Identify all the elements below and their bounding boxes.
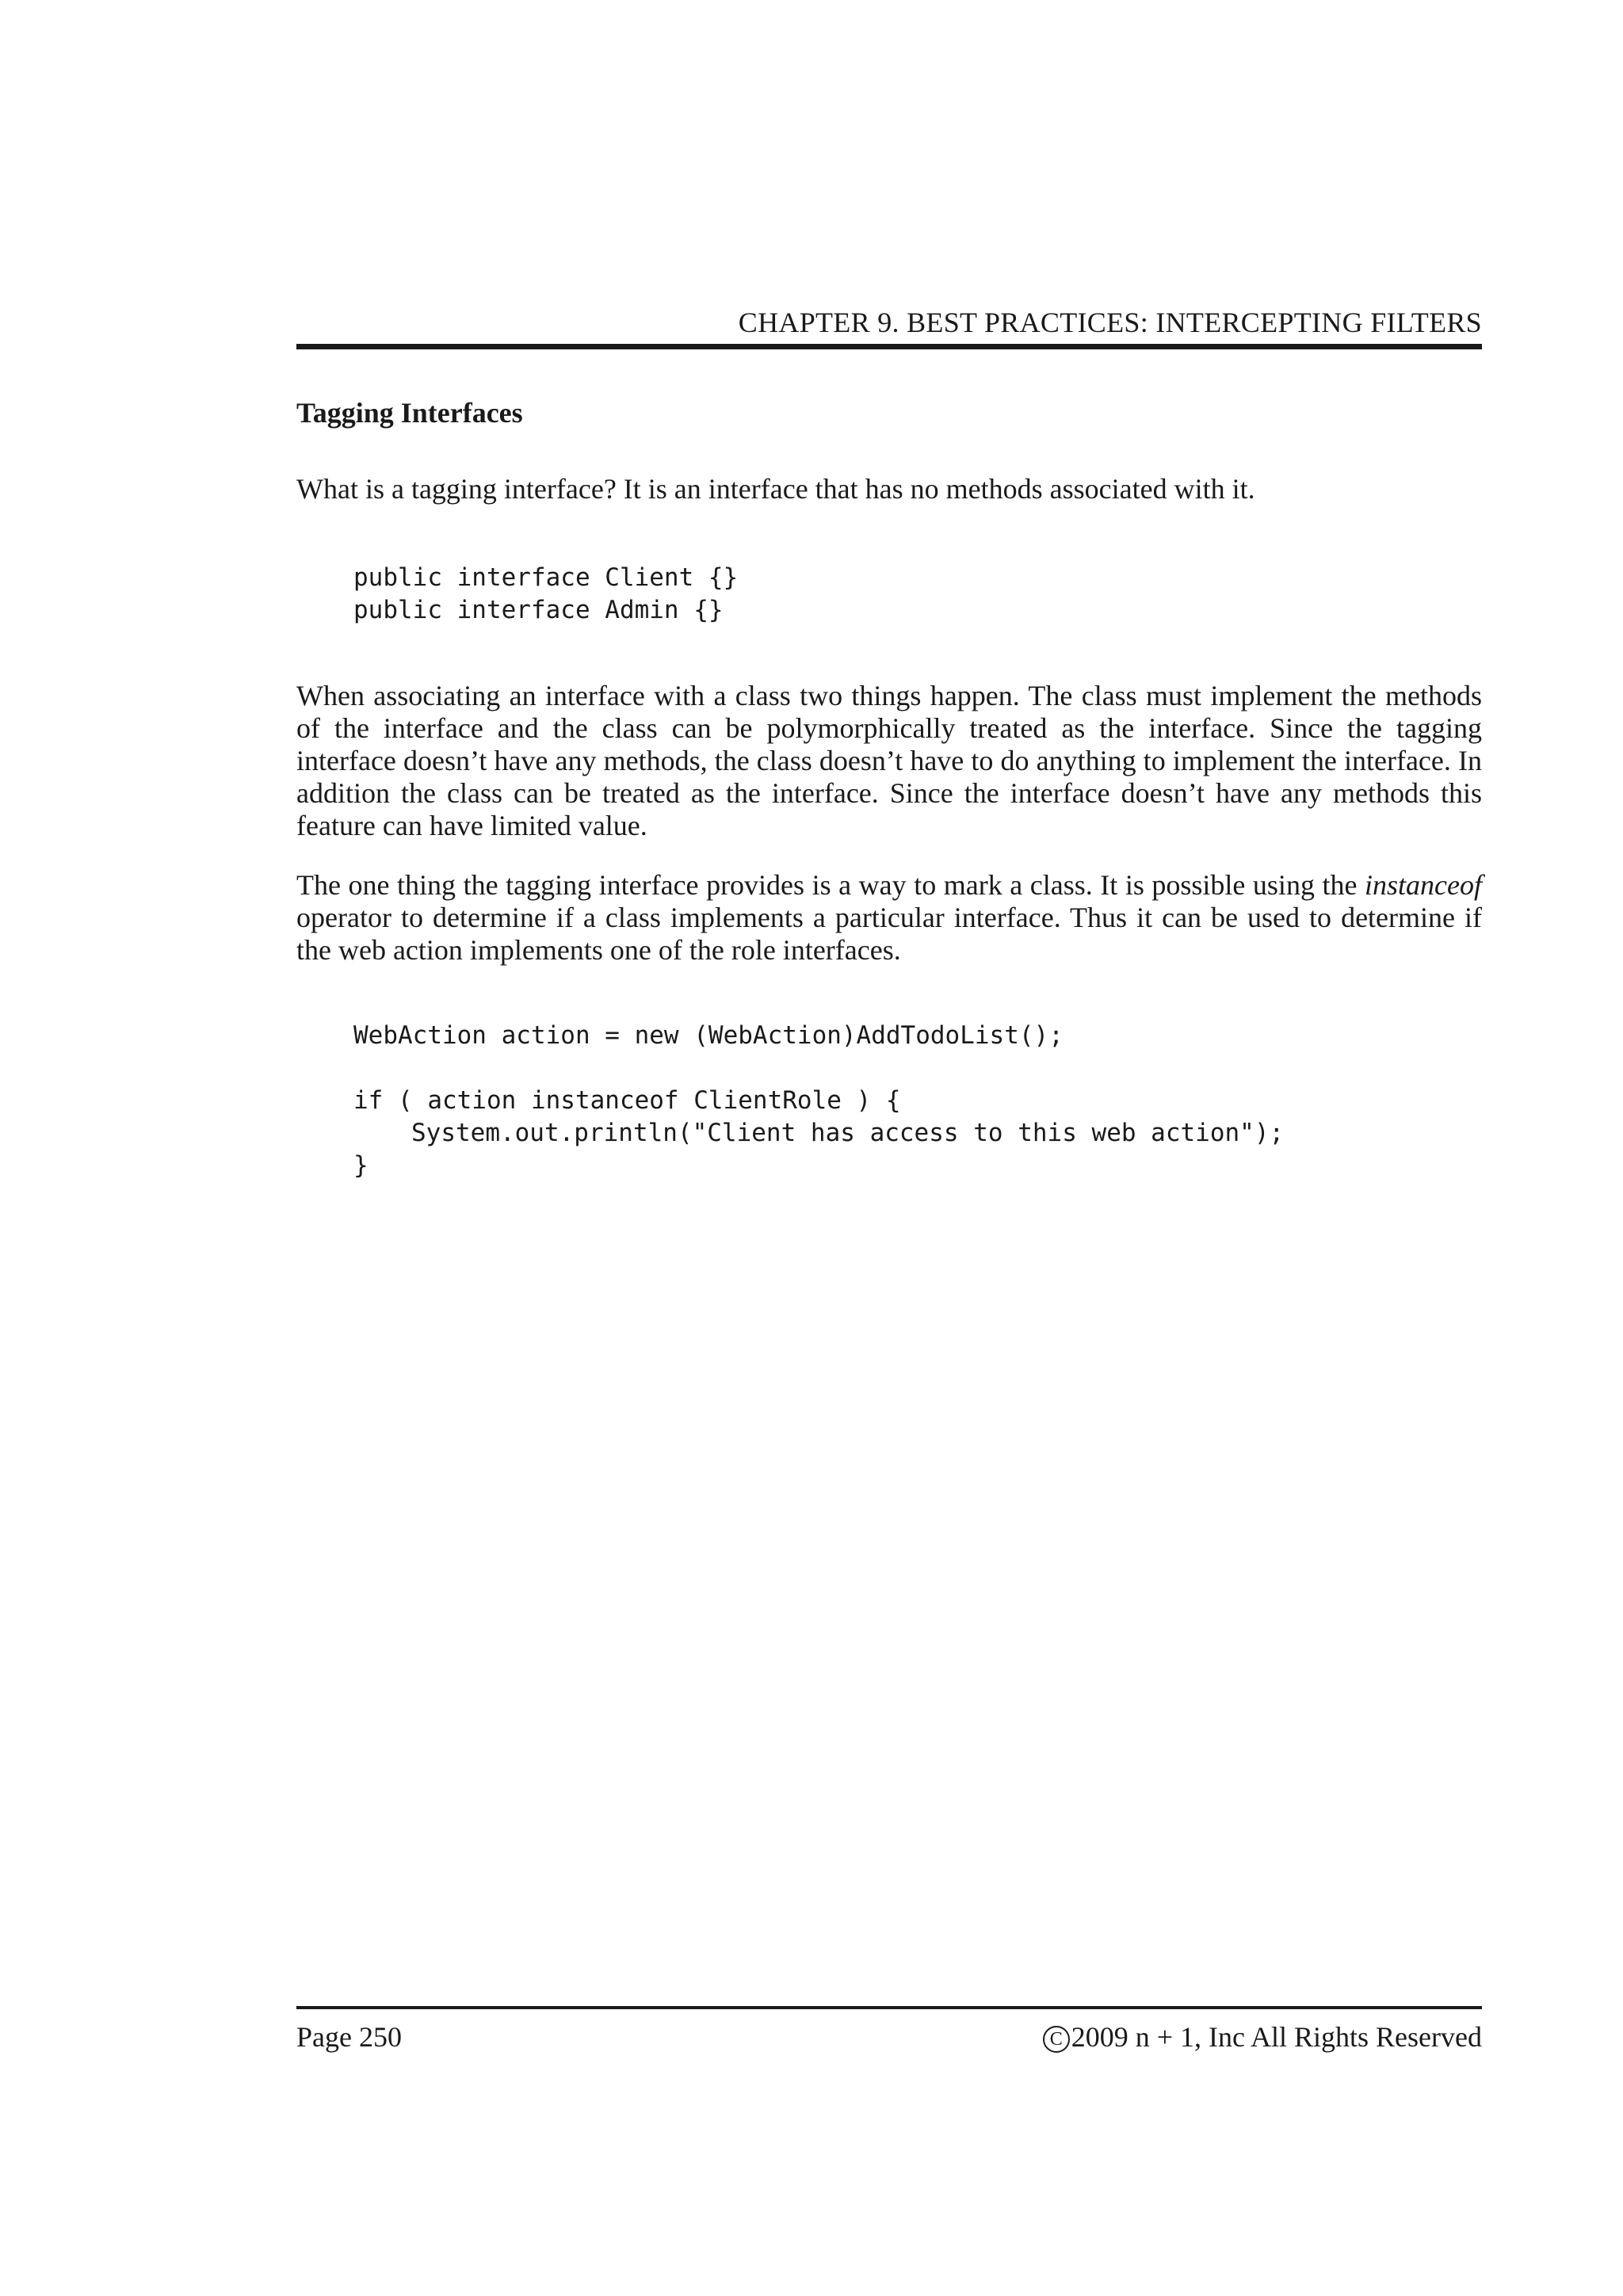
copyright-text: 2009 n + 1, Inc All Rights Reserved	[1071, 2021, 1482, 2053]
header-rule	[296, 344, 1482, 349]
code-line-blank	[353, 1052, 1284, 1085]
code-line: public interface Admin {}	[353, 596, 724, 624]
copyright-icon: C	[1043, 2026, 1070, 2053]
code-block-interfaces	[353, 562, 738, 627]
code-line: System.out.println("Client has access to this web action");	[411, 1119, 1285, 1147]
running-header: CHAPTER 9. BEST PRACTICES: INTERCEPTING FILTERS	[738, 307, 1482, 338]
paragraph-intro: What is a tagging interface? It is an interface that has no methods associated with it.	[296, 473, 1255, 505]
code-line: if ( action instanceof ClientRole ) {	[353, 1086, 901, 1115]
instanceof-keyword: instanceof	[1365, 869, 1482, 901]
footer-rule	[296, 2006, 1482, 2009]
copyright-notice	[1043, 2020, 1482, 2054]
paragraph-marking	[296, 869, 1482, 967]
code-line: }	[353, 1151, 369, 1180]
code-line: WebAction action = new (WebAction)AddTodoList();	[353, 1021, 1064, 1050]
page-number: Page 250	[296, 2021, 402, 2053]
paragraph-text: operator to determine if a class implements a particular interface. Thus it can be used to determine if the web action implements one of the role interfaces.	[296, 902, 1482, 966]
code-line: public interface Client {}	[353, 563, 739, 592]
code-block-instanceof	[353, 1020, 1284, 1182]
section-title: Tagging Interfaces	[296, 397, 523, 429]
document-page	[296, 0, 1482, 2296]
paragraph-associating: When associating an interface with a class two things happen. The class must implement the methods of the interface and the class can be polymorphically treated as the interface. Since the tagging interface doesn’t have any methods, the class doesn’t have to do anything to implement the interface. In addition the class can be treated as the interface. Since the interface doesn’t have any methods this feature can have limited value.	[296, 680, 1482, 841]
paragraph-text: The one thing the tagging interface provides is a way to mark a class. It is possible using the	[296, 869, 1365, 901]
